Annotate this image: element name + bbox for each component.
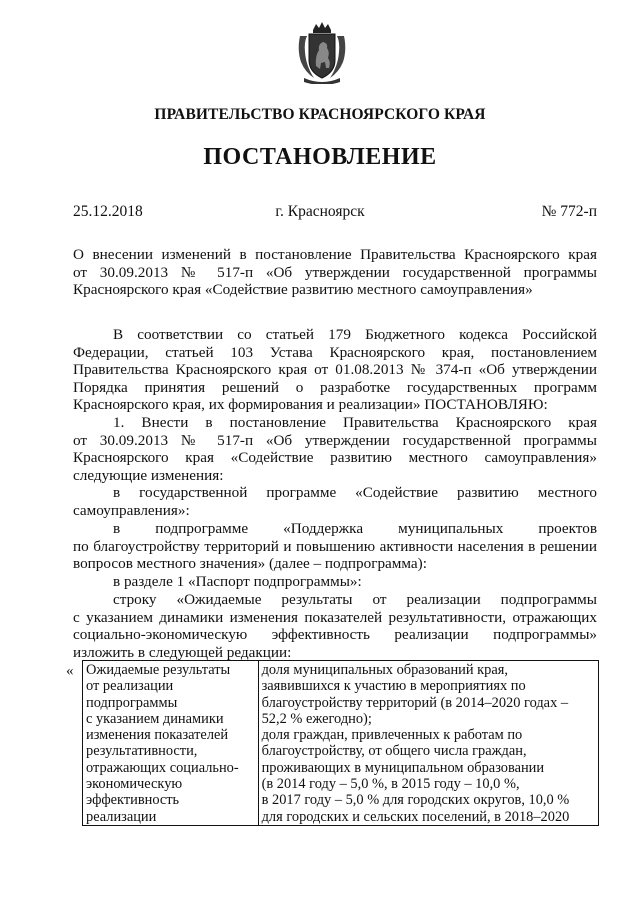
item-1 bbox=[73, 414, 597, 484]
table-row bbox=[83, 661, 599, 826]
label-line: отражающих социально- bbox=[86, 759, 239, 776]
preamble-line: Федерации, статьей 103 Устава Красноярского края, постановлением bbox=[73, 343, 597, 361]
preamble-line: Порядка принятия решений о разработке государственных программ bbox=[73, 378, 597, 396]
resolution-title bbox=[73, 246, 597, 299]
subprogram-line: по благоустройству территорий и повышению активности населения в решении bbox=[73, 537, 597, 555]
passport-table bbox=[82, 660, 599, 826]
preamble-line: Правительства Красноярского края от 01.08.2013 № 374-п «Об утверждении bbox=[73, 361, 597, 379]
value-line: (в 2014 году – 5,0 %, в 2015 году – 10,0 %, bbox=[261, 776, 520, 793]
label-line: подпрограммы bbox=[86, 694, 178, 711]
coat-of-arms-icon bbox=[296, 22, 348, 84]
row-line: с указанием динамики изменения показателей результативности, отражающих bbox=[73, 608, 597, 626]
value-line: 52,2 % ежегодно); bbox=[261, 710, 372, 727]
program-line: в государственной программе «Содействие развитию местного bbox=[113, 484, 597, 501]
opening-quote: « bbox=[66, 663, 74, 679]
value-line: проживающих в муниципальном образовании bbox=[261, 759, 545, 776]
label-line: эффективность bbox=[86, 792, 180, 809]
value-line: доля муниципальных образований края, bbox=[261, 662, 508, 678]
government-name: ПРАВИТЕЛЬСТВО КРАСНОЯРСКОГО КРАЯ bbox=[154, 106, 486, 123]
document-date: 25.12.2018 bbox=[73, 203, 143, 220]
section-change bbox=[73, 573, 597, 591]
subprogram-change bbox=[73, 520, 597, 573]
value-line: благоустройству территорий (в 2014–2020 годах – bbox=[261, 694, 569, 711]
row-line: социально-экономическую эффективность реализации подпрограммы» bbox=[73, 626, 597, 644]
value-line: благоустройству, от общего числа граждан, bbox=[261, 743, 527, 760]
label-line: экономическую bbox=[86, 776, 183, 793]
subprogram-line: в подпрограмме «Поддержка муниципальных проектов bbox=[113, 520, 597, 537]
row-line: изложить в следующей редакции: bbox=[73, 643, 292, 661]
subprogram-line: вопросов местного значения» (далее – подпрограмма): bbox=[73, 555, 427, 573]
preamble-line: Красноярского края, их формирования и реализации» ПОСТАНОВЛЯЮ: bbox=[73, 396, 548, 414]
title-line: от 30.09.2013 № 517-п «Об утверждении государственной программы bbox=[73, 263, 597, 281]
document-number: № 772-п bbox=[541, 203, 597, 220]
label-line: изменения показателей bbox=[86, 727, 229, 744]
value-line: для городских и сельских поселений, в 2018–2020 bbox=[261, 808, 570, 825]
item1-line: следующие изменения: bbox=[73, 466, 224, 484]
row-line: строку «Ожидаемые результаты от реализации подпрограммы bbox=[113, 591, 597, 608]
item1-line: Красноярского края «Содействие развитию местного самоуправления» bbox=[73, 449, 597, 467]
program-line: самоуправления»: bbox=[73, 501, 190, 519]
label-line: с указанием динамики bbox=[86, 710, 224, 727]
label-line: реализации bbox=[86, 808, 157, 825]
table-cell-label bbox=[83, 661, 259, 826]
document-city: г. Красноярск bbox=[275, 203, 365, 220]
table-cell-value bbox=[258, 661, 598, 826]
title-line: О внесении изменений в постановление Правительства Красноярского края bbox=[73, 246, 597, 263]
label-line: от реализации bbox=[86, 678, 174, 695]
item1-line: от 30.09.2013 № 517-п «Об утверждении государственной программы bbox=[73, 431, 597, 449]
row-change bbox=[73, 591, 597, 661]
document-type: ПОСТАНОВЛЕНИЕ bbox=[203, 144, 437, 170]
label-line: результативности, bbox=[86, 743, 198, 760]
label-line: Ожидаемые результаты bbox=[86, 662, 231, 678]
preamble bbox=[73, 326, 597, 414]
item1-line: 1. Внести в постановление Правительства Красноярского края bbox=[113, 414, 597, 431]
value-line: доля граждан, привлеченных к работам по bbox=[261, 727, 523, 744]
program-change bbox=[73, 484, 597, 519]
preamble-line: В соответствии со статьей 179 Бюджетного кодекса Российской bbox=[113, 326, 597, 343]
section-line: в разделе 1 «Паспорт подпрограммы»: bbox=[113, 573, 362, 590]
value-line: в 2017 году – 5,0 % для городских округов, 10,0 % bbox=[261, 792, 570, 809]
title-line: Красноярского края «Содействие развитию местного самоуправления» bbox=[73, 281, 533, 299]
value-line: заявившихся к участию в мероприятиях по bbox=[261, 678, 526, 695]
